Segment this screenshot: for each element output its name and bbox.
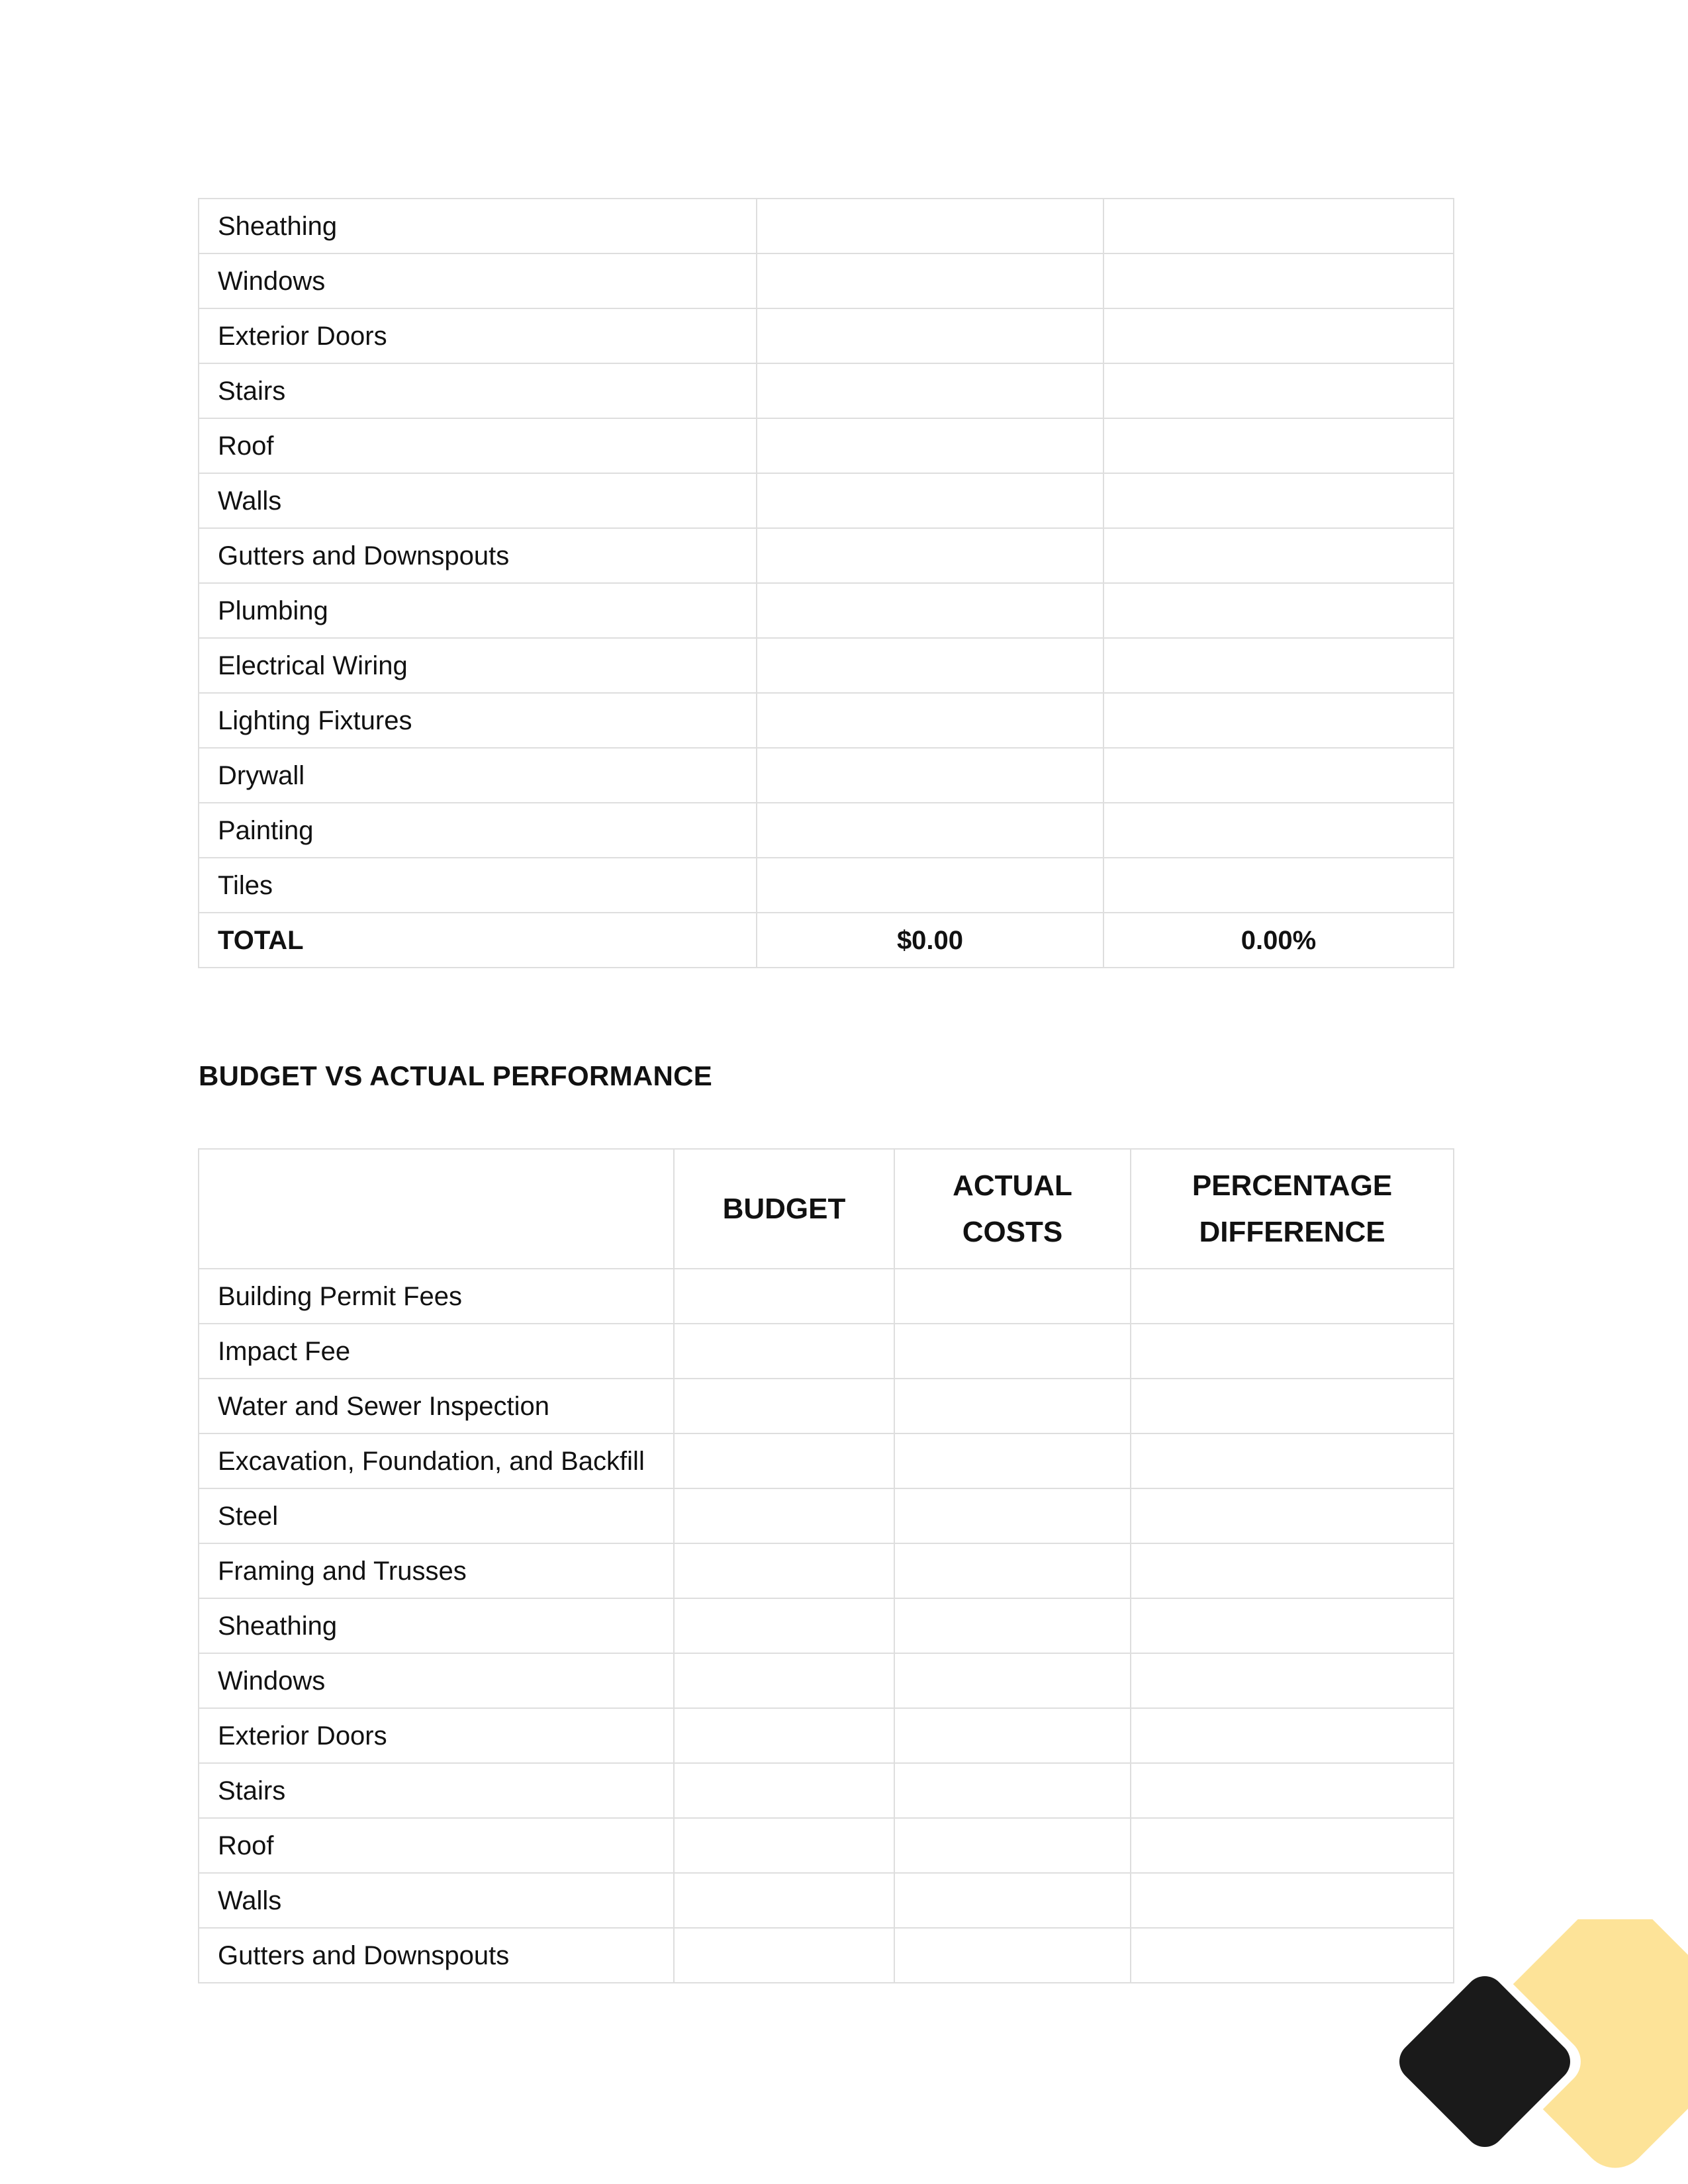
actual-cell[interactable] bbox=[894, 1653, 1131, 1708]
table-row bbox=[199, 1873, 1454, 1928]
actual-cell[interactable] bbox=[894, 1379, 1131, 1433]
percent-cell[interactable] bbox=[1131, 1379, 1454, 1433]
cost-breakdown-table bbox=[198, 198, 1454, 968]
header-percent-line2: DIFFERENCE bbox=[1199, 1215, 1385, 1248]
header-budget: BUDGET bbox=[674, 1149, 894, 1269]
budget-cell[interactable] bbox=[674, 1433, 894, 1488]
header-percentage-difference bbox=[1131, 1149, 1454, 1269]
amount-cell[interactable] bbox=[757, 363, 1103, 418]
header-item bbox=[199, 1149, 674, 1269]
actual-cell[interactable] bbox=[894, 1269, 1131, 1324]
percent-cell[interactable] bbox=[1103, 638, 1454, 693]
budget-cell[interactable] bbox=[674, 1873, 894, 1928]
actual-cell[interactable] bbox=[894, 1488, 1131, 1543]
amount-cell[interactable] bbox=[757, 583, 1103, 638]
item-label: Steel bbox=[199, 1488, 674, 1543]
table-row bbox=[199, 363, 1454, 418]
item-label: Water and Sewer Inspection bbox=[199, 1379, 674, 1433]
budget-vs-actual-table bbox=[198, 1148, 1454, 1983]
table-row bbox=[199, 1708, 1454, 1763]
amount-cell[interactable] bbox=[757, 748, 1103, 803]
item-label: Sheathing bbox=[199, 1598, 674, 1653]
percent-cell[interactable] bbox=[1103, 473, 1454, 528]
amount-cell[interactable] bbox=[757, 803, 1103, 858]
item-label: Stairs bbox=[199, 1763, 674, 1818]
actual-cell[interactable] bbox=[894, 1708, 1131, 1763]
item-label: Tiles bbox=[199, 858, 757, 913]
percent-cell[interactable] bbox=[1131, 1598, 1454, 1653]
table-row bbox=[199, 528, 1454, 583]
section-title: BUDGET VS ACTUAL PERFORMANCE bbox=[199, 1060, 713, 1091]
header-percent-line1: PERCENTAGE bbox=[1192, 1169, 1393, 1202]
total-percent: 0.00% bbox=[1103, 913, 1454, 968]
table-row bbox=[199, 1379, 1454, 1433]
table-row bbox=[199, 473, 1454, 528]
table-row bbox=[199, 1488, 1454, 1543]
percent-cell[interactable] bbox=[1103, 583, 1454, 638]
table-row bbox=[199, 1543, 1454, 1598]
table-row bbox=[199, 1818, 1454, 1873]
header-actual-costs: ACTUAL COSTS bbox=[894, 1149, 1131, 1269]
actual-cell[interactable] bbox=[894, 1598, 1131, 1653]
percent-cell[interactable] bbox=[1103, 199, 1454, 253]
amount-cell[interactable] bbox=[757, 308, 1103, 363]
item-label: Painting bbox=[199, 803, 757, 858]
amount-cell[interactable] bbox=[757, 638, 1103, 693]
percent-cell[interactable] bbox=[1103, 693, 1454, 748]
percent-cell[interactable] bbox=[1103, 308, 1454, 363]
percent-cell[interactable] bbox=[1103, 253, 1454, 308]
budget-cell[interactable] bbox=[674, 1598, 894, 1653]
budget-cell[interactable] bbox=[674, 1818, 894, 1873]
item-label: Impact Fee bbox=[199, 1324, 674, 1379]
actual-cell[interactable] bbox=[894, 1873, 1131, 1928]
percent-cell[interactable] bbox=[1131, 1433, 1454, 1488]
table-row bbox=[199, 1763, 1454, 1818]
table-row bbox=[199, 418, 1454, 473]
table-row bbox=[199, 858, 1454, 913]
actual-cell[interactable] bbox=[894, 1324, 1131, 1379]
item-label: Sheathing bbox=[199, 199, 757, 253]
item-label: Excavation, Foundation, and Backfill bbox=[199, 1433, 674, 1488]
budget-cell[interactable] bbox=[674, 1488, 894, 1543]
budget-cell[interactable] bbox=[674, 1324, 894, 1379]
percent-cell[interactable] bbox=[1131, 1708, 1454, 1763]
budget-cell[interactable] bbox=[674, 1269, 894, 1324]
percent-cell[interactable] bbox=[1103, 748, 1454, 803]
table-row bbox=[199, 638, 1454, 693]
item-label: Walls bbox=[199, 1873, 674, 1928]
budget-cell[interactable] bbox=[674, 1379, 894, 1433]
budget-cell[interactable] bbox=[674, 1543, 894, 1598]
amount-cell[interactable] bbox=[757, 418, 1103, 473]
table-header-row bbox=[199, 1149, 1454, 1269]
table-row bbox=[199, 308, 1454, 363]
amount-cell[interactable] bbox=[757, 858, 1103, 913]
total-amount: $0.00 bbox=[757, 913, 1103, 968]
percent-cell[interactable] bbox=[1131, 1488, 1454, 1543]
item-label: Windows bbox=[199, 253, 757, 308]
total-label: TOTAL bbox=[199, 913, 757, 968]
table-row bbox=[199, 1269, 1454, 1324]
item-label: Electrical Wiring bbox=[199, 638, 757, 693]
percent-cell[interactable] bbox=[1131, 1269, 1454, 1324]
amount-cell[interactable] bbox=[757, 528, 1103, 583]
table-row bbox=[199, 1324, 1454, 1379]
item-label: Lighting Fixtures bbox=[199, 693, 757, 748]
item-label: Drywall bbox=[199, 748, 757, 803]
percent-cell[interactable] bbox=[1103, 418, 1454, 473]
item-label: Exterior Doors bbox=[199, 308, 757, 363]
actual-cell[interactable] bbox=[894, 1763, 1131, 1818]
percent-cell[interactable] bbox=[1131, 1324, 1454, 1379]
actual-cell[interactable] bbox=[894, 1543, 1131, 1598]
item-label: Roof bbox=[199, 418, 757, 473]
percent-cell[interactable] bbox=[1103, 528, 1454, 583]
item-label: Windows bbox=[199, 1653, 674, 1708]
percent-cell[interactable] bbox=[1103, 858, 1454, 913]
item-label: Plumbing bbox=[199, 583, 757, 638]
item-label: Gutters and Downspouts bbox=[199, 528, 757, 583]
brand-logo-icon bbox=[1390, 1919, 1688, 2184]
table-row bbox=[199, 253, 1454, 308]
percent-cell[interactable] bbox=[1131, 1653, 1454, 1708]
total-row bbox=[199, 913, 1454, 968]
actual-cell[interactable] bbox=[894, 1928, 1131, 1983]
amount-cell[interactable] bbox=[757, 473, 1103, 528]
table-row bbox=[199, 748, 1454, 803]
table-row bbox=[199, 1433, 1454, 1488]
item-label: Walls bbox=[199, 473, 757, 528]
actual-cell[interactable] bbox=[894, 1433, 1131, 1488]
percent-cell[interactable] bbox=[1131, 1543, 1454, 1598]
budget-cell[interactable] bbox=[674, 1653, 894, 1708]
table-row bbox=[199, 199, 1454, 253]
actual-cell[interactable] bbox=[894, 1818, 1131, 1873]
item-label: Stairs bbox=[199, 363, 757, 418]
percent-cell[interactable] bbox=[1103, 363, 1454, 418]
percent-cell[interactable] bbox=[1131, 1763, 1454, 1818]
percent-cell[interactable] bbox=[1103, 803, 1454, 858]
table-row bbox=[199, 803, 1454, 858]
item-label: Framing and Trusses bbox=[199, 1543, 674, 1598]
table-row bbox=[199, 693, 1454, 748]
budget-cell[interactable] bbox=[674, 1708, 894, 1763]
amount-cell[interactable] bbox=[757, 199, 1103, 253]
item-label: Gutters and Downspouts bbox=[199, 1928, 674, 1983]
percent-cell[interactable] bbox=[1131, 1818, 1454, 1873]
table-row bbox=[199, 1653, 1454, 1708]
budget-cell[interactable] bbox=[674, 1763, 894, 1818]
item-label: Roof bbox=[199, 1818, 674, 1873]
table-row bbox=[199, 583, 1454, 638]
table-row bbox=[199, 1928, 1454, 1983]
item-label: Exterior Doors bbox=[199, 1708, 674, 1763]
budget-cell[interactable] bbox=[674, 1928, 894, 1983]
amount-cell[interactable] bbox=[757, 693, 1103, 748]
amount-cell[interactable] bbox=[757, 253, 1103, 308]
item-label: Building Permit Fees bbox=[199, 1269, 674, 1324]
table-row bbox=[199, 1598, 1454, 1653]
